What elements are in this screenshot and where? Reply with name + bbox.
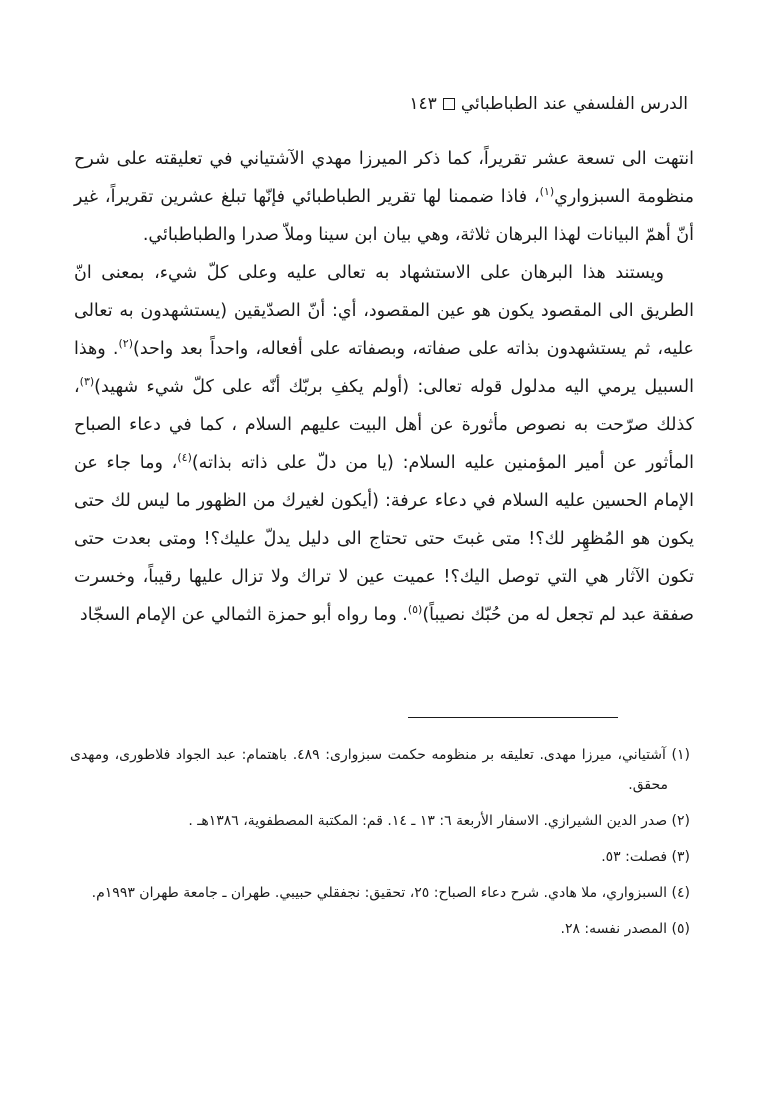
footnote-1: (١) آشتياني، ميرزا مهدى. تعليقه بر منظومه حكمت سبزوارى: ٤٨٩. باهتمام: عبد الجواد فلاطورى، ومهدى محقق. xyxy=(70,747,690,793)
square-ornament-icon xyxy=(443,98,455,110)
running-header xyxy=(409,92,688,116)
footnote-3: (٣) فصلت: ٥٣. xyxy=(601,849,690,865)
paragraph-2-part-d: ، وما جاء عن الإمام الحسين عليه السلام في دعاء عرفة: (أيكون لغيرك من الظهور ما ليس لك حتى يكون هو المُظهِر لك؟! متى غبتَ حتى تحتاج الى دليل يدلّ عليك؟! ومتى بعدت حتى تكون الآثار هي التي توصل اليك؟! عميت عين لا تراك ولا تزال عليها رقيباً، وخسرت صفقة عبد لم تجعل له من حُبّك نصيباً) xyxy=(74,453,694,625)
footnote-4: (٤) السبزواري، ملا هادي. شرح دعاء الصباح: ٢٥، تحقيق: نجفقلي حبيبي. طهران ـ جامعة طهران ١٩٩٣م. xyxy=(91,885,690,901)
footnote-ref-1: (١) xyxy=(539,185,555,199)
page-number: ١٤٣ xyxy=(409,94,437,114)
paragraph-2-part-a: ويستند هذا البرهان على الاستشهاد به تعالى عليه وعلى كلّ شيء، بمعنى انّ الطريق الى المقصود يكون هو عين المقصود، أي: أنّ الصدّيقين (يستشهدون به تعالى عليه، ثم يستشهدون بذاته على صفاته، وبصفاته على أفعاله، واحداً بعد واحد) xyxy=(74,263,694,359)
footnote-2: (٢) صدر الدين الشيرازي. الاسفار الأربعة ٦: ١٣ ـ ١٤. قم: المكتبة المصطفوية، ١٣٨٦هـ . xyxy=(188,813,690,829)
running-title: الدرس الفلسفي عند الطباطبائي xyxy=(460,94,688,114)
footnote-separator xyxy=(408,717,618,718)
paragraph-2-part-e: . وما رواه أبو حمزة الثمالي عن الإمام السجّاد xyxy=(79,605,408,625)
footnote-ref-5: (٥) xyxy=(407,603,423,617)
footnotes xyxy=(70,740,690,950)
paragraph-2-part-c: ، كذلك صرّحت به نصوص مأثورة عن أهل البيت عليهم السلام ، كما في دعاء الصباح المأثور عن أمير المؤمنين عليه السلام: (يا من دلّ على ذاته بذاته) xyxy=(74,377,694,473)
paragraph-1-part-b: ، فاذا ضممنا لها تقرير الطباطبائي فإنّها تبلغ عشرين تقريراً، غير أنّ أهمّ البيانات لهذا البرهان ثلاثة، وهي بيان ابن سينا وملاّ صدرا والطباطبائي. xyxy=(74,187,694,245)
footnote-ref-4: (٤) xyxy=(177,451,192,465)
paragraph-1-part-a: انتهت الى تسعة عشر تقريراً، كما ذكر الميرزا مهدي الآشتياني في تعليقته على شرح منظومة السبزواري xyxy=(74,149,694,207)
footnote-ref-3: (٣) xyxy=(79,375,95,389)
paragraph-2 xyxy=(74,254,694,634)
footnote-ref-2: (٢) xyxy=(118,337,133,351)
footnote-5: (٥) المصدر نفسه: ٢٨. xyxy=(560,921,690,937)
paragraph-1 xyxy=(74,140,694,254)
paragraph-2-part-b: . وهذا السبيل يرمي اليه مدلول قوله تعالى: (أولم يكفِ بربّك أنّه على كلّ شيء شهيد) xyxy=(74,339,694,397)
main-text xyxy=(74,140,694,634)
